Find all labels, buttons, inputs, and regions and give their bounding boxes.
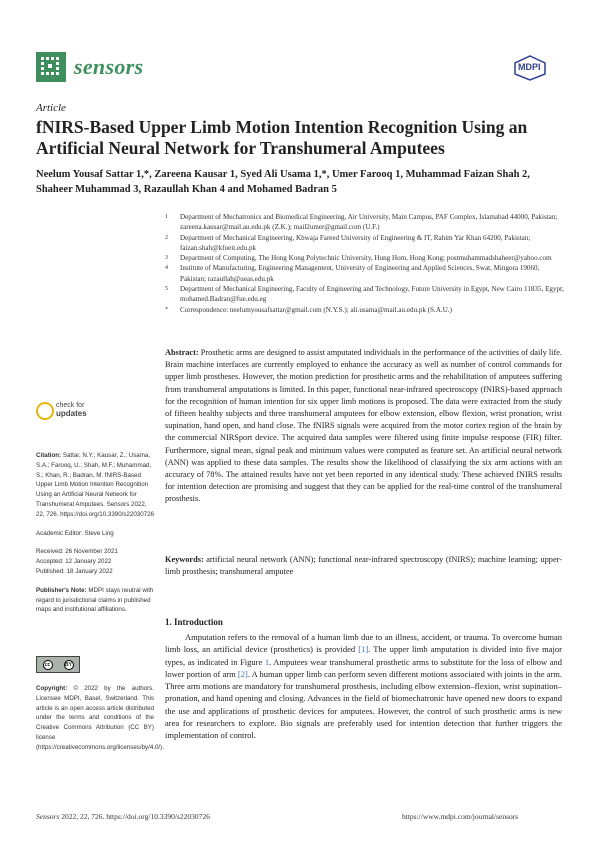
footer-citation: Sensors 2022, 22, 726. https://doi.org/10.3390/s22030726 (36, 812, 210, 821)
reference-link[interactable]: [1] (358, 644, 369, 655)
article-info-sidebar (36, 451, 154, 624)
copyright-notice: Copyright: © 2022 by the authors. Licensee MDPI, Basel, Switzerland. This article is an open access article distributed under the terms and conditions of the Creative Commons Attribution (CC BY) license (https://creativecommons.org/licenses/by/4.0/). (36, 685, 164, 751)
affiliation-4: 4 Institute of Manufacturing, Engineering Management, University of Engineering and Applied Sciences, Swat, Mingora 19060, Pakistan; razaullah@ueas.edu.pk (165, 264, 540, 283)
reference-link[interactable]: [2] (237, 668, 248, 679)
correspondence: * Correspondence: neelumyousafsattar@gmail.com (N.Y.S.); ali.usama@mail.au.edu.pk (S.A.U.) (165, 305, 452, 314)
footer-journal-url[interactable]: https://www.mdpi.com/journal/sensors (402, 812, 519, 821)
mdpi-logo-text: MDPI (518, 62, 541, 72)
sensors-logo-icon (36, 52, 66, 82)
affiliation-3: 3 Department of Computing, The Hong Kong Polytechnic University, Hung Hom, Hong Kong; postmuhammadshaheer@yahoo.com (165, 254, 552, 263)
introduction-paragraph: Amputation refers to the removal of a human limb due to an illness, accident, or trauma. To overcome human limb loss, an artificial device (prosthetics) is provided [1]. The upper limb amputation is divided into five major types, as indicated in Figure 1. Amputees wear transhumeral prosthetic arms to substitute for the loss of elbow and lower portion of arm [2]. A human upper limb can perform seven different motions associated with joints in the arm. Three arm motions are mandatory for transhumeral prosthesis, including elbow extension–flexion, wrist supination–pronation, and hand opening and closing. Advances in the field of biomechatronic have opened new doors to expand the use and applications of prosthetic devices for amputees. However, the control of such prosthetic arms is new area for researchers to explore. Bio signals are preferably used for intention detection that further triggers the implementation of control. (165, 632, 563, 741)
figure-link[interactable]: 1 (264, 656, 270, 667)
affiliation-5: 5 Department of Mechanical Engineering, Faculty of Engineering and Technology, Future University in Egypt, New Cairo 11835, Egypt; mohamed.Badran@fue.edu.eg (165, 285, 564, 304)
affiliation-2: 2 Department of Mechanical Engineering, Khwaja Fareed University of Engineering & IT, Rahim Yar Khan 64200, Pakistan; faizan.shah@kfueit.edu.pk (165, 233, 531, 252)
cc-by-license-badge[interactable] (36, 656, 80, 673)
published-date: Published: 18 January 2022 (36, 567, 113, 575)
journal-name: sensors (74, 54, 144, 79)
journal-logo (36, 52, 66, 82)
affiliation-1: 1 Department of Mechatronics and Biomedical Engineering, Air University, Main Campus, PAF Complex, Islamabad 44000, Pakistan; zareena.kausar@mail.au.edu.pk (Z.K.); mail2umer@gmail.com (U.F.) (165, 213, 558, 232)
by-icon: BY (65, 661, 72, 668)
abstract: Abstract: Prosthetic arms are designed to assist amputated individuals in the performance of the activities of daily life. Brain machine interfaces are currently employed to enhance the accuracy as well as number of control commands for upper limb prostheses. However, the motion prediction for prosthetic arms and the rehabilitation of amputees suffering from transhumeral amputations is limited. In this paper, functional near-infrared spectroscopy (fNIRS)-based approach for the recognition of human intention for six upper limb motions is proposed. The data were extracted from the study of fifteen healthy subjects and three transhumeral amputees for elbow extension, elbow flexion, wrist pronation, wrist supination, hand open, and hand close. The fNIRS signals were acquired from the motor cortex region of the brain by the commercial NIRSport device. The acquired data samples were filtered using finite impulse response (FIR) filter. Furthermore, signal mean, signal peak and minimum values were computed as feature set. An artificial neural network (ANN) was applied to these data samples. The results show the likelihood of classifying the six arm actions with an accuracy of 78%. The attained results have not yet been reported in any identical study. These achieved fNIRS results for intention detection are promising and suggest that they can be applied for the real-time control of the transhumeral prosthesis. (165, 348, 563, 504)
article-type: Article (36, 102, 66, 114)
citation: Citation: Sattar, N.Y.; Kausar, Z.; Usama, S.A.; Farooq, U.; Shah, M.F.; Muhammad, S.; Khan, R.; Badran, M. fNIRS-Based Upper Limb Motion Intention Recognition Using an Artificial Neural Network for Transhumeral Amputees. Sensors 2022, 22, 726. https://doi.org/10.3390/s22030726 (36, 452, 155, 518)
publisher-note: Publisher's Note: MDPI stays neutral with regard to jurisdictional claims in published maps and institutional affiliations. (36, 586, 154, 614)
authors-line-1: Neelum Yousaf Sattar 1,*, Zareena Kausar 1, Syed Ali Usama 1,*, Umer Farooq 1, Muhammad Faizan Shah 2, (36, 169, 530, 180)
cc-icon: cc (43, 660, 53, 670)
check-updates-icon[interactable] (36, 402, 54, 420)
affiliations (165, 212, 565, 315)
check-updates-button[interactable]: check for updates (56, 402, 87, 418)
article-dates (36, 547, 154, 576)
authors-line-2: Shaheer Muhammad 3, Razaullah Khan 4 and Mohamed Badran 5 (36, 183, 337, 195)
academic-editor: Academic Editor: Steve Ling (36, 529, 114, 537)
accepted-date: Accepted: 12 January 2022 (36, 558, 112, 566)
section-heading-introduction: 1. Introduction (165, 617, 223, 627)
paper-title: fNIRS-Based Upper Limb Motion Intention Recognition Using an Artificial Neural Network for Transhumeral Amputees (36, 117, 528, 158)
keywords: Keywords: artificial neural network (ANN); functional near-infrared spectroscopy (fNIRS); machine learning; upper-limb prosthesis; transhumeral amputee (165, 555, 562, 577)
author-list (36, 168, 566, 197)
received-date: Received: 26 November 2021 (36, 548, 118, 556)
